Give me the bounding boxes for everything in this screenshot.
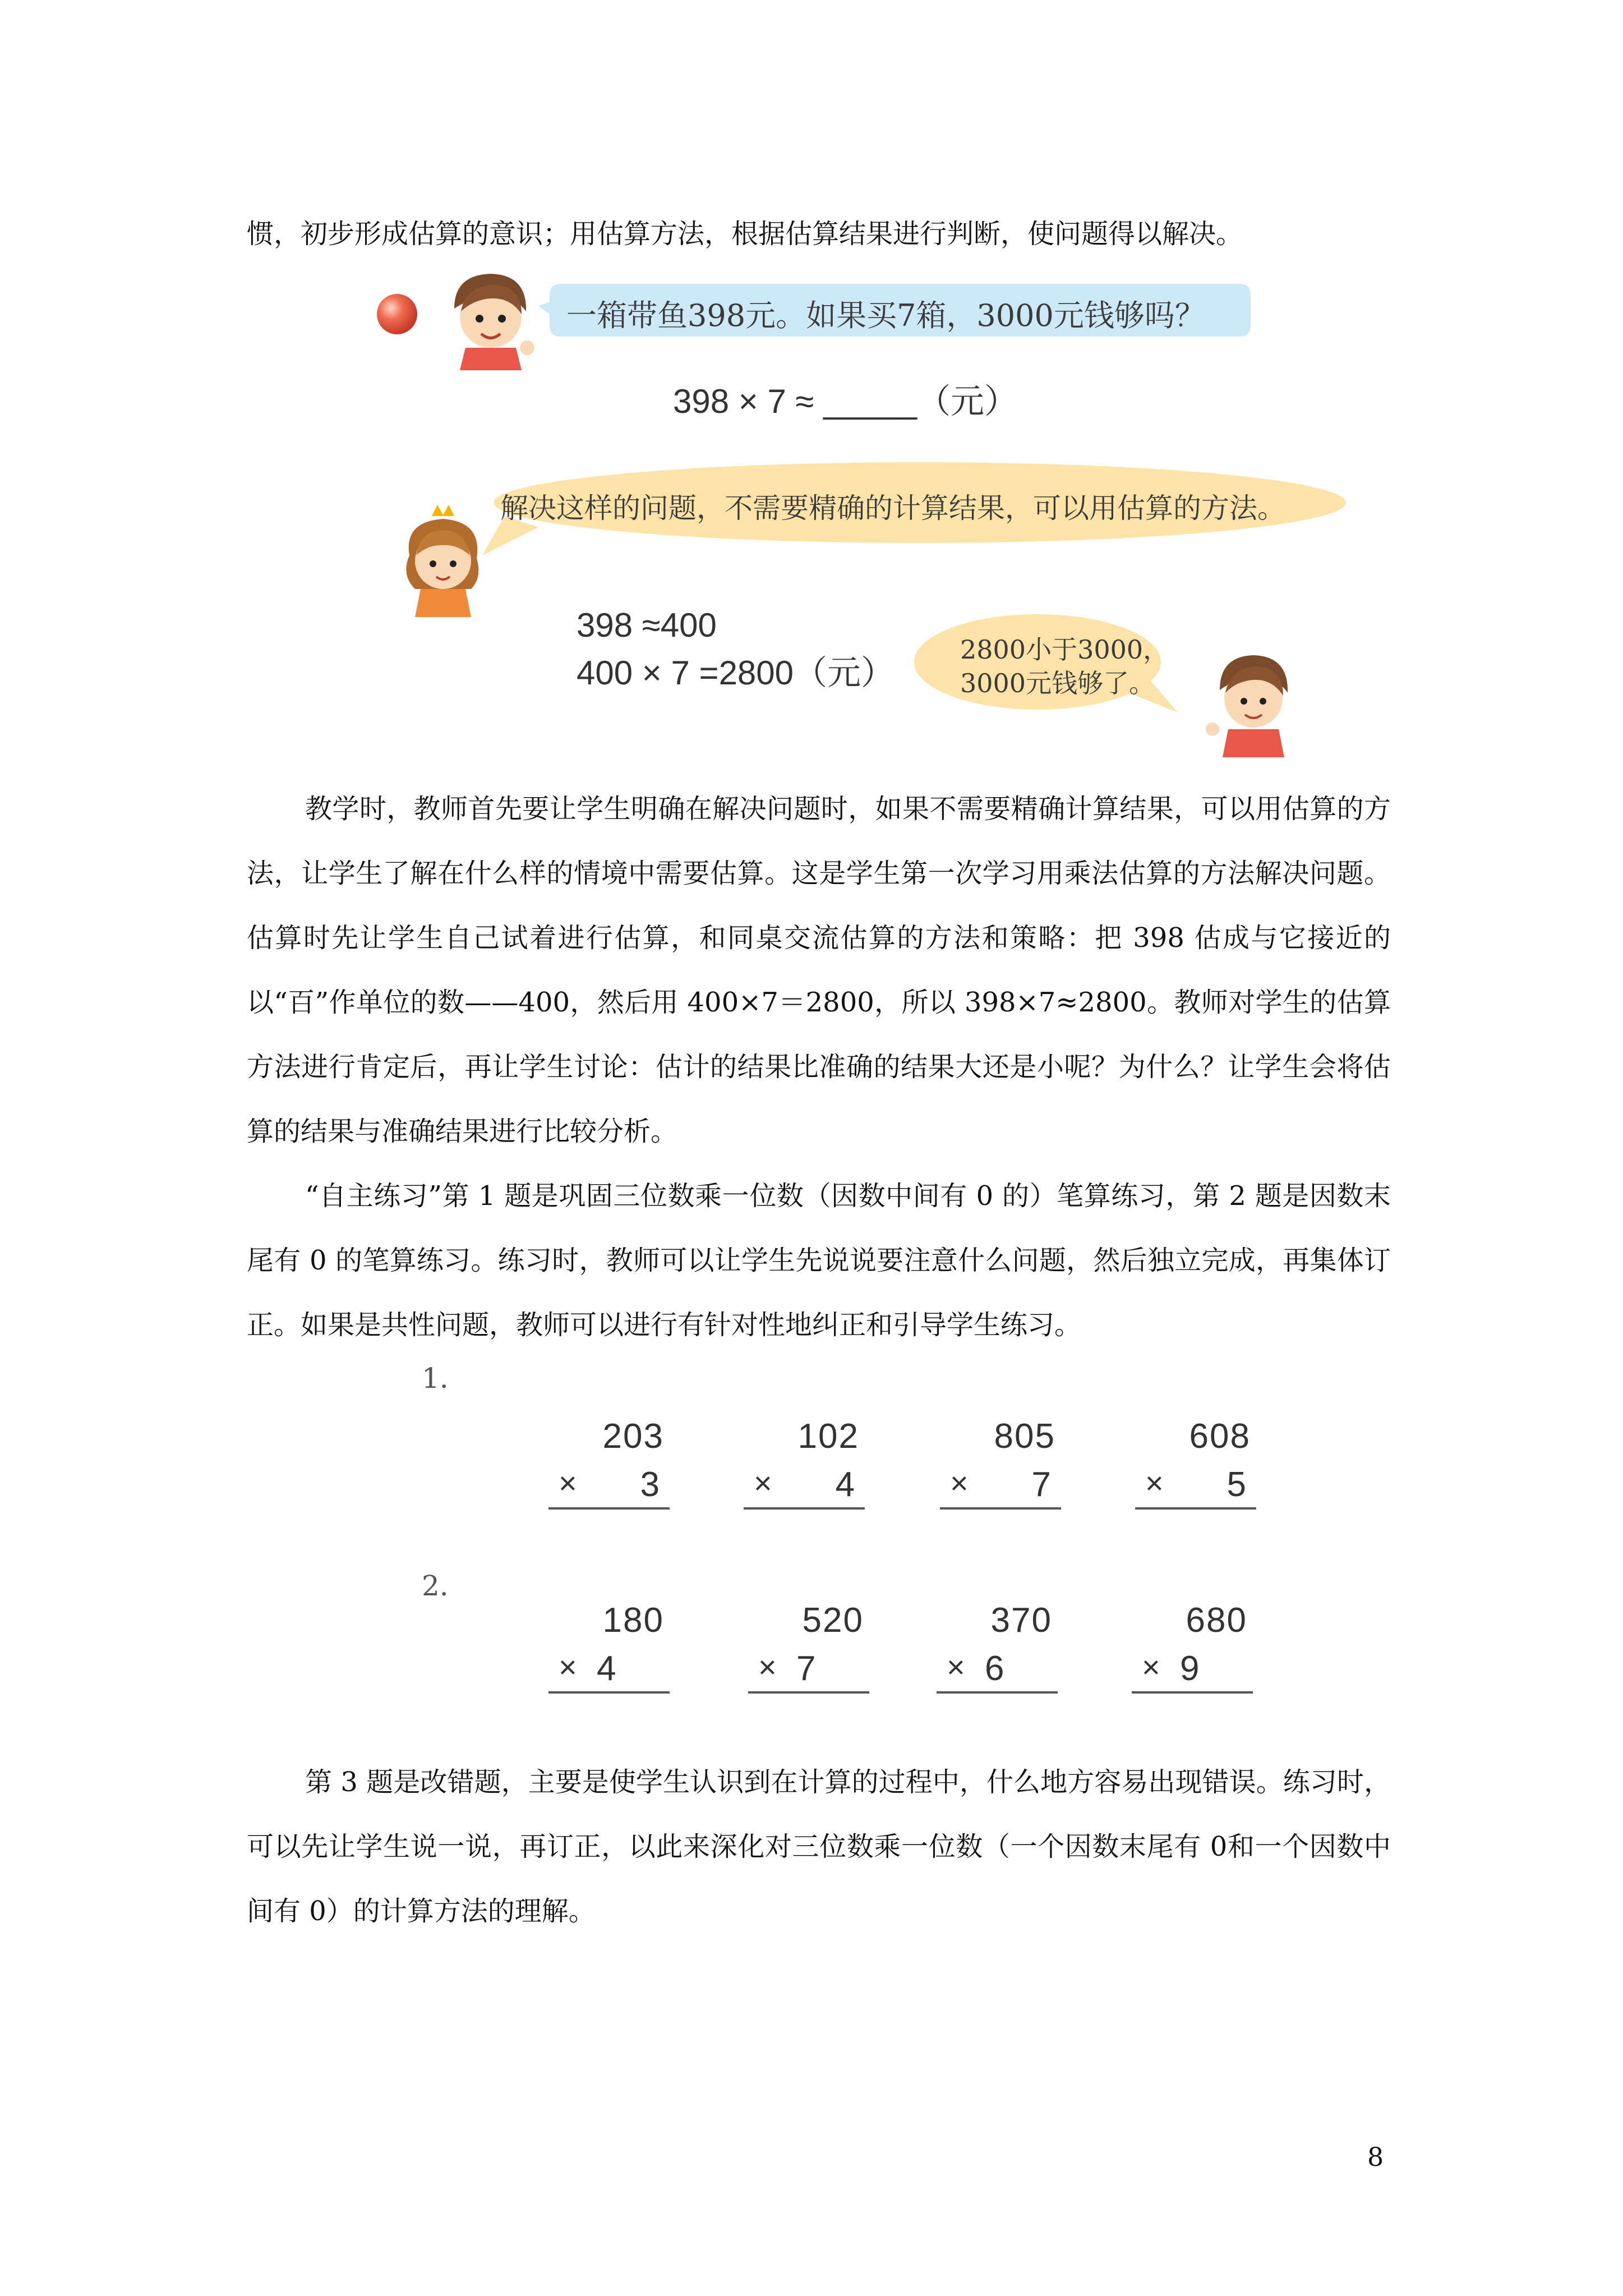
girl-hint: 解决这样的问题，不需要精确的计算结果，可以用估算的方法。 <box>500 492 1285 524</box>
problem <box>744 1416 865 1506</box>
problem-top: 520 <box>802 1601 864 1640</box>
estimate-expression: 398 × 7 ≈ _____（元） <box>673 383 1018 420</box>
problem <box>748 1600 869 1690</box>
problem <box>1135 1416 1256 1506</box>
exercise-2-label: 2. <box>422 1570 449 1602</box>
problem-top: 805 <box>994 1417 1055 1456</box>
problem-multiplier: 4 <box>597 1649 616 1688</box>
estimate-step-1: 398 ≈400 <box>577 606 717 644</box>
problem <box>1132 1600 1253 1690</box>
problem <box>937 1600 1058 1690</box>
girl-avatar <box>387 505 499 617</box>
answer-line <box>548 1691 670 1694</box>
answer-line <box>744 1507 865 1510</box>
problem-multiplier: 5 <box>1227 1465 1246 1504</box>
paragraph-1: 教学时，教师首先要让学生明确在解决问题时，如果不需要精确计算结果，可以用估算的方法，让学生了解在什么样的情境中需要估算。这是学生第一次学习用乘法估算的方法解决问题。估算时先让学生自己试着进行估算，和同桌交流估算的方法和策略：把 398 估成与它接近的以“百”作单位的数——400，然后用 400×7＝2800，所以 398×7≈2800。教师对学生的估算方法进行肯定后，再让学生讨论：估计的结果比准确的结果大还是小呢？为什么？让学生会将估算的结果与准确结果进行比较分析。 <box>247 793 1391 1147</box>
boy-answer-line-2: 3000元钱够了。 <box>960 668 1155 698</box>
intro-line: 惯，初步形成估算的意识；用估算方法，根据估算结果进行判断，使问题得以解决。 <box>247 218 1243 250</box>
boy-question: 一箱带鱼398元。如果买7箱，3000元钱够吗？ <box>566 298 1205 333</box>
answer-line <box>940 1507 1061 1510</box>
problem <box>548 1416 670 1506</box>
paragraph-2: “自主练习”第 1 题是巩固三位数乘一位数（因数中间有 0 的）笔算练习，第 2 题是因数末尾有 0 的笔算练习。练习时，教师可以让学生先说说要注意什么问题，然后独立完成，再集体订正。如果是共性问题，教师可以进行有针对性地纠正和引导学生练习。 <box>247 1180 1391 1341</box>
problem-multiplier: 6 <box>985 1649 1004 1688</box>
times-sign: × <box>950 1465 969 1501</box>
paragraph-3: 第 3 题是改错题，主要是使学生认识到在计算的过程中，什么地方容易出现错误。练习时，可以先让学生说一说，再订正，以此来深化对三位数乘一位数（一个因数末尾有 0和一个因数中间有 0）的计算方法的理解。 <box>247 1766 1391 1927</box>
problem-multiplier: 9 <box>1180 1649 1200 1688</box>
problem-top: 370 <box>990 1601 1052 1640</box>
exercise-1-label: 1. <box>422 1362 449 1395</box>
page-number: 8 <box>1367 2142 1384 2172</box>
boy-avatar <box>432 264 550 370</box>
times-sign: × <box>947 1649 965 1685</box>
problem-top: 608 <box>1189 1417 1251 1456</box>
problem-multiplier: 4 <box>835 1465 855 1504</box>
answer-line <box>1132 1691 1253 1694</box>
times-sign: × <box>758 1649 777 1685</box>
times-sign: × <box>559 1465 577 1501</box>
boy-avatar-answer <box>1200 645 1307 757</box>
answer-line <box>937 1691 1058 1694</box>
problem-top: 203 <box>602 1417 664 1456</box>
problem-multiplier: 7 <box>1031 1465 1051 1504</box>
red-ball-icon <box>375 292 419 337</box>
problem-top: 102 <box>797 1417 859 1456</box>
problem <box>548 1600 670 1690</box>
problem-multiplier: 7 <box>796 1649 816 1688</box>
answer-line <box>748 1691 869 1694</box>
problem-top: 180 <box>602 1601 664 1640</box>
times-sign: × <box>1145 1465 1164 1501</box>
times-sign: × <box>1142 1649 1160 1685</box>
estimate-step-2: 400 × 7 =2800（元） <box>577 654 895 692</box>
times-sign: × <box>754 1465 772 1501</box>
boy-answer-line-1: 2800小于3000， <box>960 634 1169 665</box>
times-sign: × <box>559 1649 577 1685</box>
problem-multiplier: 3 <box>640 1465 660 1504</box>
problem <box>940 1416 1061 1506</box>
problem-top: 680 <box>1186 1601 1247 1640</box>
answer-line <box>548 1507 670 1510</box>
answer-line <box>1135 1507 1256 1510</box>
